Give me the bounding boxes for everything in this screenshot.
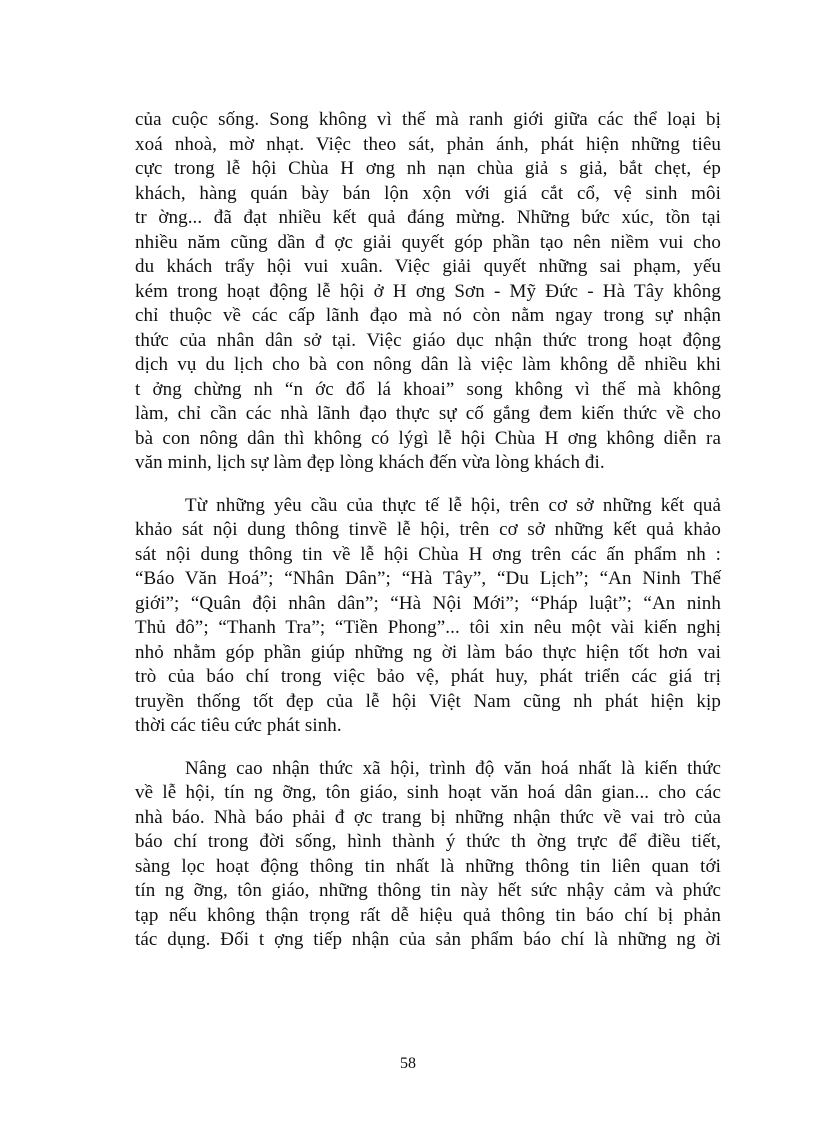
text-line: tr ờng... đã đạt nhiều kết quả đáng mừng. Những bức xúc, tồn tại <box>135 207 721 228</box>
text-line: dịch vụ du lịch cho bà con nông dân là việc làm không dễ nhiều khi <box>135 354 721 375</box>
document-page <box>135 108 721 953</box>
text-line: Từ những yêu cầu của thực tế lễ hội, trên cơ sở những kết quả <box>185 494 721 516</box>
paragraph-spacer <box>135 739 721 757</box>
text-line: kém trong hoạt động lễ hội ở H ơng Sơn - Mỹ Đức - Hà Tây không <box>135 280 721 302</box>
text-line: của cuộc sống. Song không vì thế mà ranh giới giữa các thể loại bị <box>135 109 721 130</box>
text-line: tín ng ỡng, tôn giáo, những thông tin này hết sức nhậy cảm và phức <box>135 880 721 901</box>
text-line: nhiều năm cũng dần đ ợc giải quyết góp phần tạo nên niềm vui cho <box>135 231 721 253</box>
text-line: về lễ hội, tín ng ỡng, tôn giáo, sinh hoạt văn hoá dân gian... cho các <box>135 782 721 803</box>
text-line: xoá nhoà, mờ nhạt. Việc theo sát, phản ánh, phát hiện những tiêu <box>135 133 721 155</box>
paragraph-1 <box>135 108 721 476</box>
text-line: nhỏ nhằm góp phần giúp những ng ời làm báo thực hiện tốt hơn vai <box>135 641 721 663</box>
text-line: bà con nông dân thì không có lýgì lễ hội Chùa H ơng không diễn ra <box>135 427 721 449</box>
paragraph-spacer <box>135 476 721 494</box>
text-line: thời các tiêu cức phát sinh. <box>135 715 342 736</box>
text-line: t ởng chừng nh “n ớc đổ lá khoai” song không vì thế mà không <box>135 378 721 400</box>
text-line: khảo sát nội dung thông tinvề lễ hội, trên cơ sở những kết quả khảo <box>135 519 721 540</box>
text-line: khách, hàng quán bày bán lộn xộn với giá cắt cổ, vệ sinh môi <box>135 182 721 204</box>
text-line: Thủ đô”; “Thanh Tra”; “Tiền Phong”... tôi xin nêu một vài kiến nghị <box>135 617 721 638</box>
paragraph-3 <box>135 757 721 953</box>
text-line: sàng lọc hoạt động thông tin nhất là những thông tin liên quan tới <box>135 855 721 877</box>
text-line: trò của báo chí trong việc bảo vệ, phát huy, phát triển các giá trị <box>135 666 721 687</box>
text-line: truyền thống tốt đẹp của lễ hội Việt Nam cũng nh phát hiện kịp <box>135 690 721 712</box>
text-line: văn minh, lịch sự làm đẹp lòng khách đến vừa lòng khách đi. <box>135 452 605 473</box>
text-line: sát nội dung thông tin về lễ hội Chùa H ơng trên các ấn phẩm nh : <box>135 543 721 565</box>
text-line: chỉ thuộc về các cấp lãnh đạo mà nó còn nằm ngay trong sự nhận <box>135 305 721 326</box>
page-number: 58 <box>400 1055 416 1072</box>
text-line: báo chí trong đời sống, hình thành ý thức th ờng trực để điều tiết, <box>135 831 721 852</box>
text-line: giới”; “Quân đội nhân dân”; “Hà Nội Mới”; “Pháp luật”; “An ninh <box>135 592 721 614</box>
text-line: du khách trẩy hội vui xuân. Việc giải quyết những sai phạm, yếu <box>135 256 721 277</box>
text-line: cực trong lễ hội Chùa H ơng nh nạn chùa giả s giả, bắt chẹt, ép <box>135 158 721 179</box>
text-line: Nâng cao nhận thức xã hội, trình độ văn hoá nhất là kiến thức <box>185 757 721 779</box>
text-line: “Báo Văn Hoá”; “Nhân Dân”; “Hà Tây”, “Du Lịch”; “An Ninh Thế <box>135 568 721 589</box>
paragraph-2 <box>135 494 721 739</box>
text-line: làm, chỉ cần các nhà lãnh đạo thực sự cố gắng đem kiến thức về cho <box>135 403 721 424</box>
text-line: thức của nhân dân sở tại. Việc giáo dục nhận thức trong hoạt động <box>135 329 721 351</box>
text-line: tạp nếu không thận trọng rất dễ hiệu quả thông tin báo chí bị phản <box>135 904 721 926</box>
text-line: nhà báo. Nhà báo phải đ ợc trang bị những nhận thức về vai trò của <box>135 806 721 828</box>
text-line: tác dụng. Đối t ợng tiếp nhận của sản phẩm báo chí là những ng ời <box>135 929 721 950</box>
